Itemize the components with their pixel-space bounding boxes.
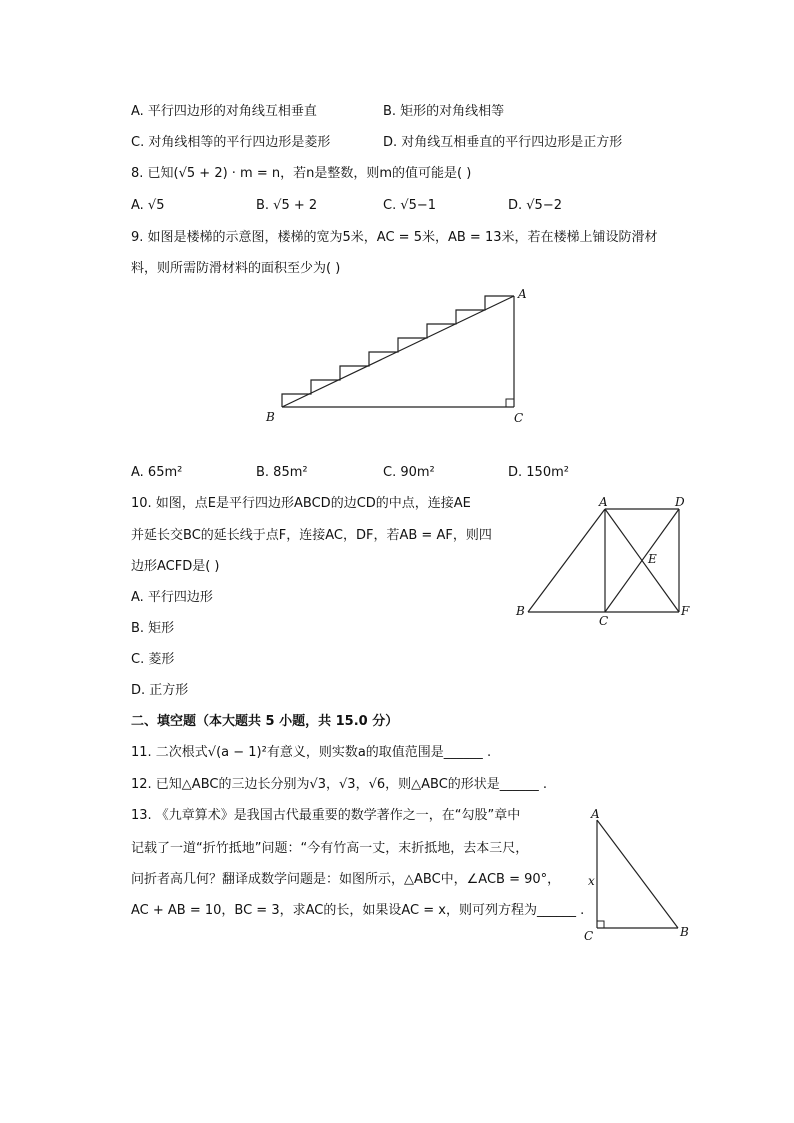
q13-label-c: C: [584, 929, 594, 943]
q11-stem: 11. 二次根式√(a − 1)²有意义，则实数a的取值范围是______ .: [131, 745, 492, 760]
q10-option-c: C. 菱形: [131, 652, 175, 667]
q13-label-b: B: [680, 925, 689, 939]
q10-stem-line1: 10. 如图，点E是平行四边形ABCD的边CD的中点，连接AE: [131, 496, 471, 511]
q9-label-b: B: [266, 410, 275, 424]
q12-stem: 12. 已知△ABC的三边长分别为√3，√3，√6，则△ABC的形状是______ .: [131, 777, 548, 792]
q13-line4: AC + AB = 10，BC = 3，求AC的长，如果设AC = x，则可列方程为______ .: [131, 903, 585, 918]
q9-option-d: D. 150m²: [508, 465, 569, 480]
right-angle-mark: [597, 921, 604, 928]
q13-line2: 记载了一道“折竹抵地”问题：“今有竹高一丈，末折抵地，去本三尺，: [131, 841, 529, 856]
q8-option-a: A. √5: [131, 198, 165, 213]
q13-label-x: x: [588, 874, 595, 888]
q10-option-a: A. 平行四边形: [131, 590, 213, 605]
q10-option-d: D. 正方形: [131, 683, 189, 698]
q7-option-c: C. 对角线相等的平行四边形是菱形: [131, 135, 331, 150]
q13-line1: 13. 《九章算术》是我国古代最重要的数学著作之一，在“勾股”章中: [131, 808, 521, 823]
q8-option-b: B. √5 + 2: [256, 198, 318, 213]
q10-label-a: A: [599, 495, 608, 509]
q8-option-d: D. √5−2: [508, 198, 562, 213]
q9-option-c: C. 90m²: [383, 465, 435, 480]
q9-stem-line1: 9. 如图是楼梯的示意图，楼梯的宽为5米，AC = 5米，AB = 13米，若在楼梯上铺设防滑材: [131, 230, 658, 245]
segment-ab: [597, 820, 678, 928]
q10-option-b: B. 矩形: [131, 621, 175, 636]
q13-line3: 问折者高几何？翻译成数学问题是：如图所示，△ABC中，∠ACB = 90°，: [131, 872, 561, 887]
q10-label-d: D: [675, 495, 685, 509]
q9-stem-line2: 料，则所需防滑材料的面积至少为( ): [131, 261, 341, 276]
q9-option-a: A. 65m²: [131, 465, 183, 480]
q8-option-c: C. √5−1: [383, 198, 437, 213]
q10-label-c: C: [599, 614, 609, 628]
q7-option-a: A. 平行四边形的对角线互相垂直: [131, 104, 317, 119]
q10-stem-line3: 边形ACFD是( ): [131, 559, 220, 574]
q10-label-b: B: [516, 604, 525, 618]
q8-stem: 8. 已知(√5 + 2) · m = n，若n是整数，则m的值可能是( ): [131, 166, 472, 181]
q13-label-a: A: [591, 807, 600, 821]
q9-option-b: B. 85m²: [256, 465, 308, 480]
section-heading: 二、填空题（本大题共 5 小题，共 15.0 分）: [131, 714, 399, 729]
q10-label-e: E: [648, 552, 657, 566]
q9-label-a: A: [518, 287, 527, 301]
q10-stem-line2: 并延长交BC的延长线于点F，连接AC，DF，若AB = AF，则四: [131, 528, 492, 543]
q10-label-f: F: [681, 604, 690, 618]
q7-option-b: B. 矩形的对角线相等: [383, 104, 505, 119]
q7-option-d: D. 对角线互相垂直的平行四边形是正方形: [383, 135, 623, 150]
q9-label-c: C: [514, 411, 524, 425]
